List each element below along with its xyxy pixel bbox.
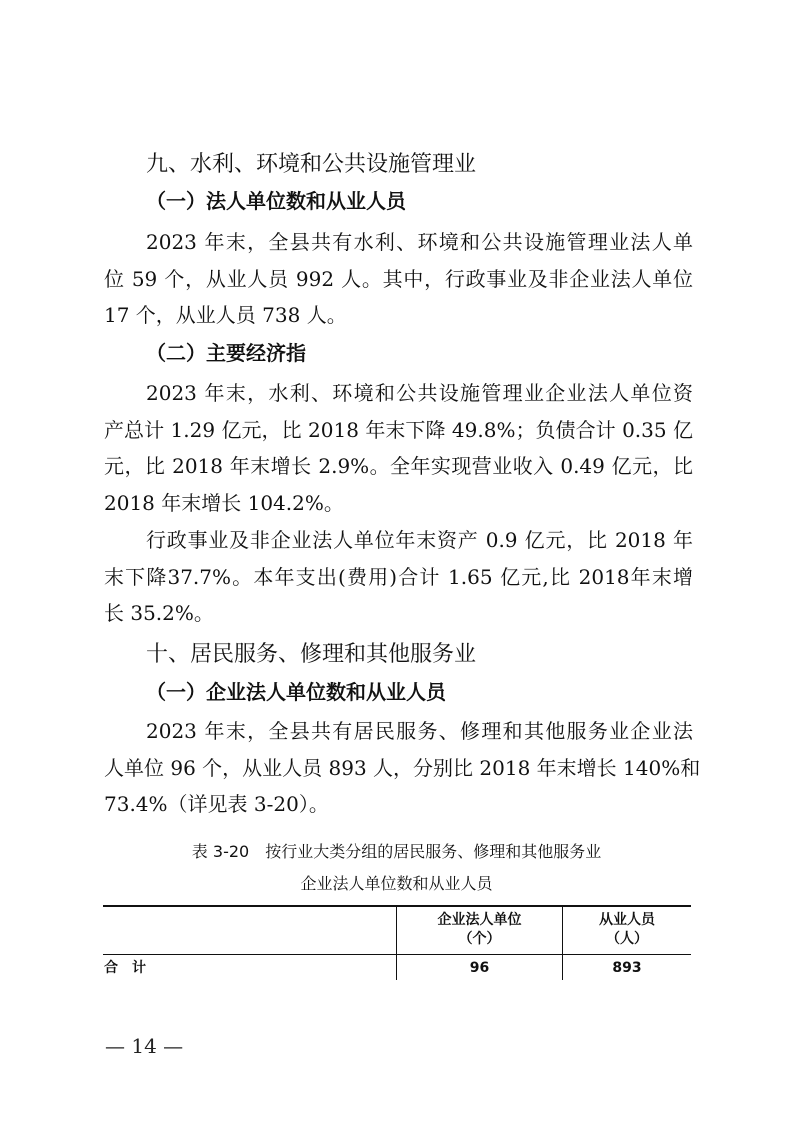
page-number: — 14 — (105, 1034, 184, 1058)
row-units-value: 96 (469, 960, 490, 976)
section-9-sub2-paragraph-2 (104, 522, 693, 632)
row-label: 合 计 (104, 960, 146, 976)
header-unit: （个） (458, 931, 501, 947)
row-persons-value: 893 (612, 960, 642, 976)
paragraph-line: 2023 年末，水利、环境和公共设施管理业企业法人单位资 (146, 381, 693, 405)
paragraph-line: 人单位 96 个，从业人员 893 人，分别比 2018 年末增长 140%和 (104, 755, 701, 780)
paragraph-line: 2018 年末增长 104.2%。 (104, 490, 344, 515)
paragraph-line: 17 个，从业人员 738 人。 (104, 303, 347, 327)
paragraph-line: 末下降37.7%。本年支出(费用)合计 1.65 亿元,比 2018年末增 (104, 564, 693, 589)
section-9-sub2-heading: （二）主要经济指 (146, 341, 306, 365)
header-text: 企业法人单位 (437, 912, 522, 928)
table-caption-line-1: 表 3-20 按行业大类分组的居民服务、修理和其他服务业 (191, 842, 602, 861)
table-header-persons (563, 911, 691, 949)
section-9-heading: 九、水利、环境和公共设施管理业 (146, 152, 477, 177)
table-header-rule (103, 954, 691, 955)
paragraph-line: 长 35.2%。 (104, 601, 214, 625)
paragraph-line: 元，比 2018 年末增长 2.9%。全年实现营业收入 0.49 亿元，比 (104, 454, 693, 478)
paragraph-line: 位 59 个，从业人员 992 人。其中，行政事业及非企业法人单位 (104, 266, 693, 291)
header-text: 从业人员 (599, 912, 655, 928)
section-9-sub1-heading: （一）法人单位数和从业人员 (146, 189, 406, 213)
section-10-sub1-paragraph (104, 713, 701, 823)
table-top-rule (103, 905, 691, 907)
section-9-sub1-paragraph (104, 224, 693, 334)
table-header-units (397, 911, 562, 949)
table-caption-line-2: 企业法人单位数和从业人员 (300, 874, 493, 893)
paragraph-line: 2023 年末，全县共有水利、环境和公共设施管理业法人单 (146, 230, 693, 254)
section-9-sub2-paragraph-1 (104, 375, 693, 521)
section-10-sub1-heading: （一）企业法人单位数和从业人员 (146, 680, 446, 704)
paragraph-line: 73.4%（详见表 3-20）。 (104, 792, 329, 816)
paragraph-line: 2023 年末，全县共有居民服务、修理和其他服务业企业法 (146, 719, 693, 743)
paragraph-line: 产总计 1.29 亿元，比 2018 年末下降 49.8%；负债合计 0.35 亿 (104, 417, 693, 442)
paragraph-line: 行政事业及非企业法人单位年末资产 0.9 亿元，比 2018 年 (146, 528, 693, 552)
section-10-heading: 十、居民服务、修理和其他服务业 (146, 642, 477, 667)
header-unit: （人） (606, 931, 648, 947)
